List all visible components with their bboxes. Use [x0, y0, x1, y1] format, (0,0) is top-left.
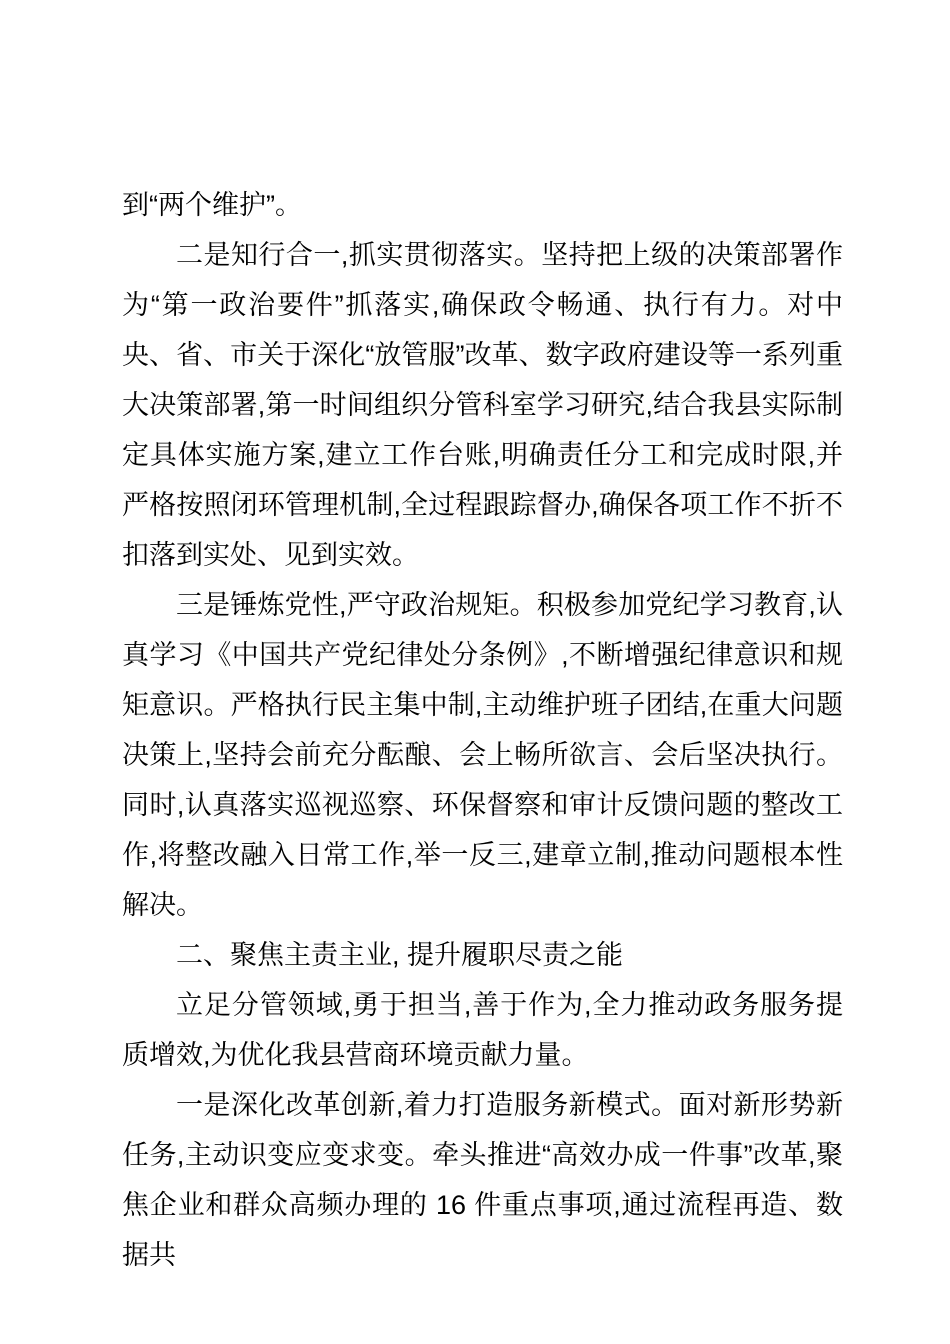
paragraph: 二是知行合一,抓实贯彻落实。坚持把上级的决策部署作为“第一政治要件”抓落实,确保政令畅通、执行有力。对中央、省、市关于深化“放管服”改革、数字政府建设等一系列重大决策部署,第一时间组织分管科室学习研究,结合我县实际制定具体实施方案,建立工作台账,明确责任分工和完成时限,并严格按照闭环管理机制,全过程跟踪督办,确保各项工作不折不扣落到实处、见到实效。 [122, 240, 843, 570]
paragraph: 到“两个维护”。 [122, 190, 302, 220]
paragraph: 立足分管领域,勇于担当,善于作为,全力推动政务服务提质增效,为优化我县营商环境贡献力量。 [122, 990, 843, 1070]
paragraph: 三是锤炼党性,严守政治规矩。积极参加党纪学习教育,认真学习《中国共产党纪律处分条例》,不断增强纪律意识和规矩意识。严格执行民主集中制,主动维护班子团结,在重大问题决策上,坚持会前充分酝酿、会上畅所欲言、会后坚决执行。同时,认真落实巡视巡察、环保督察和审计反馈问题的整改工作,将整改融入日常工作,举一反三,建章立制,推动问题根本性解决。 [122, 590, 843, 920]
section-heading: 二、聚焦主责主业, 提升履职尽责之能 [176, 940, 624, 970]
paragraph: 一是深化改革创新,着力打造服务新模式。面对新形势新任务,主动识变应变求变。牵头推进“高效办成一件事”改革,聚焦企业和群众高频办理的 16 件重点事项,通过流程再造、数据共 [122, 1090, 843, 1270]
document-body [122, 180, 843, 1280]
